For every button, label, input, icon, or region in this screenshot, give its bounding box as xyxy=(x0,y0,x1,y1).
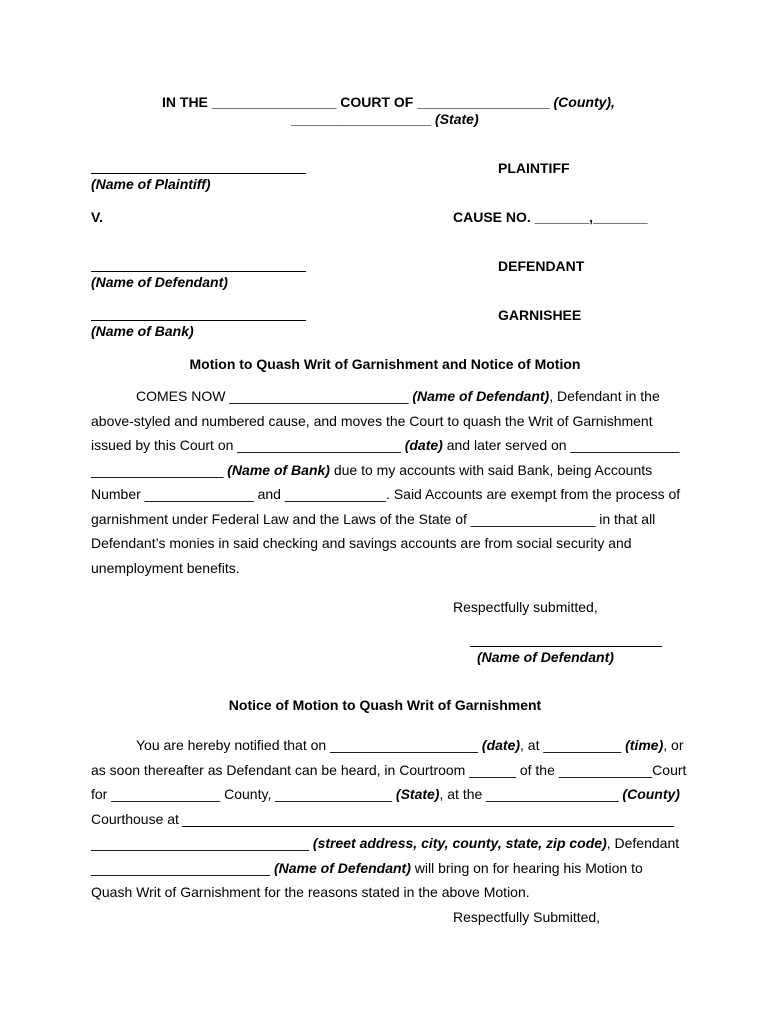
motion-line: Defendant’s monies in said checking and savings accounts are from social security and xyxy=(91,535,632,551)
court-name-blank: ________________ xyxy=(211,94,337,110)
motion-line: COMES NOW _______________________ (Name of Defendant), Defendant in the xyxy=(136,388,660,404)
plaintiff-name-hint: (Name of Plaintiff) xyxy=(91,176,211,192)
bank-signature-line xyxy=(91,320,306,321)
motion-body xyxy=(91,384,681,580)
defendant-signature-line-2 xyxy=(470,646,662,647)
caption-line-1: IN THE ________________ COURT OF _________________ (County), xyxy=(162,94,615,110)
caption-line-2: __________________ (State) xyxy=(291,111,479,127)
garnishee-label: GARNISHEE xyxy=(498,307,582,323)
cause-number: CAUSE NO. _______,_______ xyxy=(453,209,648,225)
versus-label: V. xyxy=(91,209,103,225)
notice-line: ____________________________ (street address, city, county, state, zip code), Defendant xyxy=(91,835,680,851)
motion-line: Number ______________ and _____________. Said Accounts are exempt from the process of xyxy=(91,486,681,502)
state-blank: __________________ xyxy=(291,111,432,127)
defendant-label: DEFENDANT xyxy=(498,258,585,274)
motion-line: garnishment under Federal Law and the Laws of the State of ________________ in that all xyxy=(91,510,656,527)
courthouse-address-line xyxy=(182,826,674,827)
motion-line: unemployment benefits. xyxy=(91,559,240,576)
motion-line: _________________ (Name of Bank) due to my accounts with said Bank, being Accounts xyxy=(91,461,653,478)
notice-body xyxy=(91,733,687,905)
notice-line: _______________________ (Name of Defendant) will bring on for hearing his Motion to xyxy=(91,859,643,876)
notice-closing: Respectfully Submitted, xyxy=(453,909,601,925)
notice-line: You are hereby notified that on ___________________ (date), at __________ (time), or xyxy=(136,737,684,753)
plaintiff-label: PLAINTIFF xyxy=(498,160,570,176)
motion-title: Motion to Quash Writ of Garnishment and Notice of Motion xyxy=(189,356,581,372)
motion-closing: Respectfully submitted, xyxy=(453,599,598,615)
motion-line: above-styled and numbered cause, and moves the Court to quash the Writ of Garnishment xyxy=(91,412,653,429)
notice-title: Notice of Motion to Quash Writ of Garnishment xyxy=(228,697,542,713)
defendant-name-hint: (Name of Defendant) xyxy=(91,274,228,290)
notice-line: as soon thereafter as Defendant can be heard, in Courtroom ______ of the ____________Court xyxy=(91,761,687,778)
defendant-signature-line xyxy=(91,271,306,272)
notice-line: Quash Writ of Garnishment for the reasons stated in the above Motion. xyxy=(91,884,530,900)
county-blank: _________________ xyxy=(417,94,550,110)
notice-line: for ______________ County, _______________ (State), at the _________________ (County) xyxy=(91,786,680,802)
motion-line: issued by this Court on _____________________ (date) and later served on ______________ xyxy=(91,437,680,453)
plaintiff-signature-line xyxy=(91,173,306,174)
motion-signature-hint: (Name of Defendant) xyxy=(477,649,614,665)
bank-name-hint: (Name of Bank) xyxy=(91,323,194,339)
notice-line: Courthouse at xyxy=(91,807,681,832)
